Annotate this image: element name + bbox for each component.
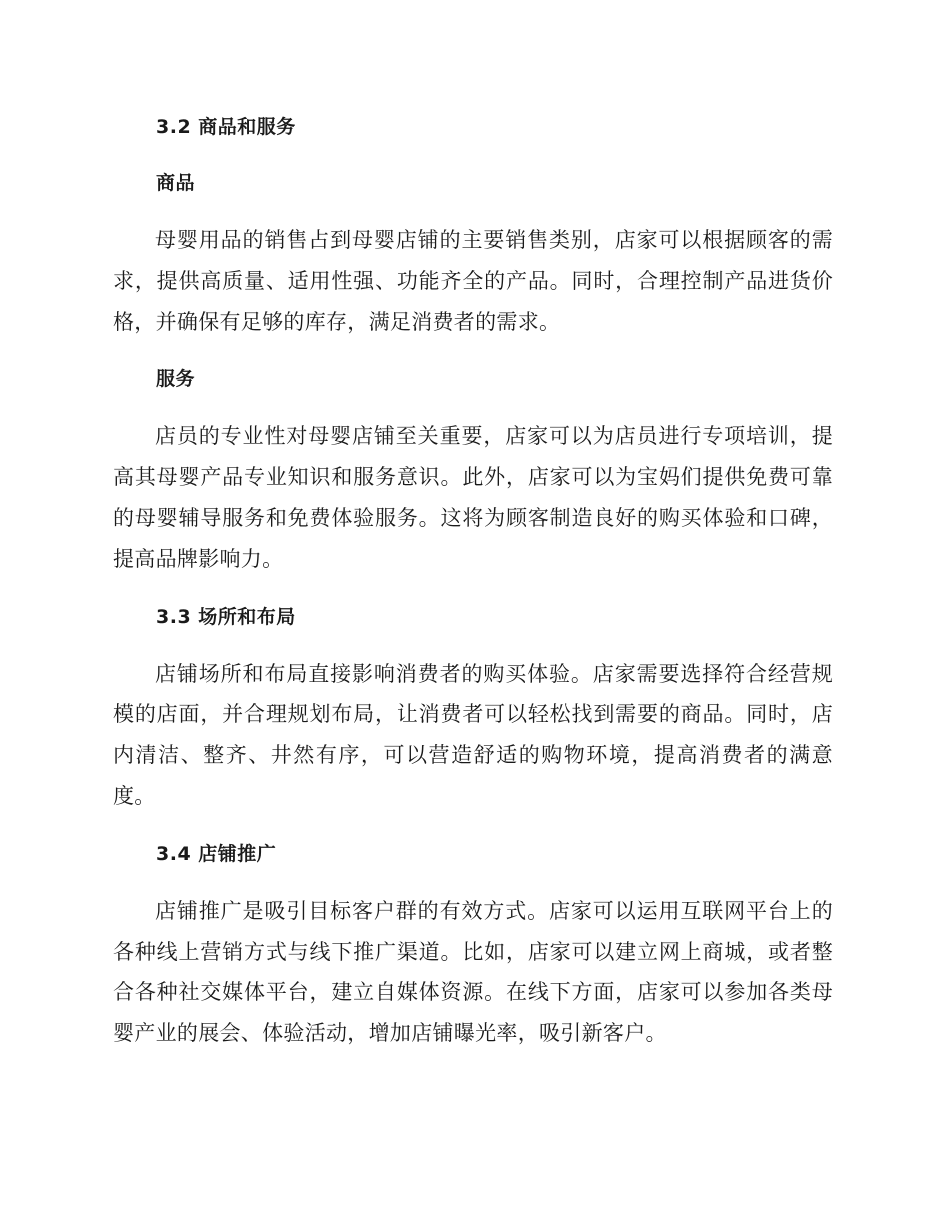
section-heading-3-4: 3.4 店铺推广	[156, 842, 277, 865]
subheading-services: 服务	[156, 368, 196, 391]
paragraph-services: 店员的专业性对母婴店铺至关重要，店家可以为店员进行专项培训，提高其母婴产品专业知识和服务意识。此外，店家可以为宝妈们提供免费可靠的母婴辅导服务和免费体验服务。这将为顾客制造良好的购买体验和口碑，提高品牌影响力。	[113, 424, 833, 571]
paragraph-venue-layout: 店铺场所和布局直接影响消费者的购买体验。店家需要选择符合经营规模的店面，并合理规划布局，让消费者可以轻松找到需要的商品。同时，店内清洁、整齐、井然有序，可以营造舒适的购物环境，提高消费者的满意度。	[113, 661, 833, 808]
section-heading-3-2: 3.2 商品和服务	[156, 116, 296, 138]
paragraph-store-promotion: 店铺推广是吸引目标客户群的有效方式。店家可以运用互联网平台上的各种线上营销方式与线下推广渠道。比如，店家可以建立网上商城，或者整合各种社交媒体平台，建立自媒体资源。在线下方面，店家可以参加各类母婴产业的展会、体验活动，增加店铺曝光率，吸引新客户。	[113, 898, 833, 1046]
subheading-products: 商品	[156, 172, 196, 194]
document-body	[113, 108, 833, 1072]
section-heading-3-3: 3.3 场所和布局	[156, 605, 296, 628]
paragraph-products: 母婴用品的销售占到母婴店铺的主要销售类别，店家可以根据顾客的需求，提供高质量、适用性强、功能齐全的产品。同时，合理控制产品进货价格，并确保有足够的库存，满足消费者的需求。	[113, 228, 833, 334]
